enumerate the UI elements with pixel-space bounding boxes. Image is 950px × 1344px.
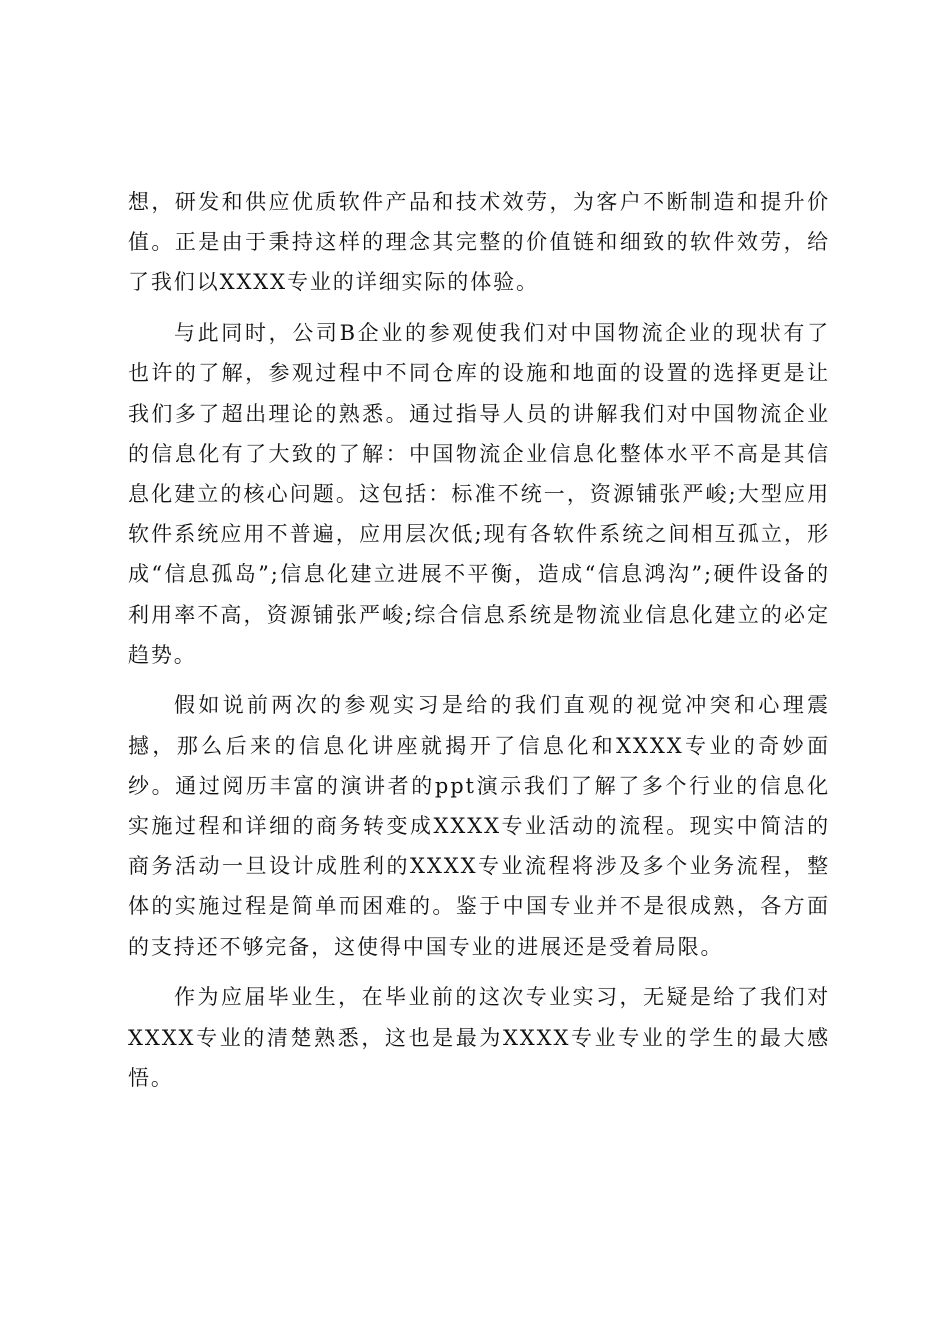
paragraph-company-b-visit: 与此同时，公司B企业的参观使我们对中国物流企业的现状有了也许的了解，参观过程中不同仓库的设施和地面的设置的选择更是让我们多了超出理论的熟悉。通过指导人员的讲解我们对中国物流企业的信息化有了大致的了解：中国物流企业信息化整体水平不高是其信息化建立的核心问题。这包括：标准不统一，资源铺张严峻;大型应用软件系统应用不普遍，应用层次低;现有各软件系统之间相互孤立，形成“信息孤岛”;信息化建立进展不平衡，造成“信息鸿沟”;硬件设备的利用率不高，资源铺张严峻;综合信息系统是物流业信息化建立的必定趋势。 [128, 321, 830, 667]
paragraph-graduate-reflection: 作为应届毕业生，在毕业前的这次专业实习，无疑是给了我们对XXXX专业的清楚熟悉，这也是最为XXXX专业专业的学生的最大感悟。 [128, 985, 830, 1090]
document-body [128, 182, 830, 1108]
paragraph-continuation: 想，研发和供应优质软件产品和技术效劳，为客户不断制造和提升价值。正是由于秉持这样的理念其完整的价值链和细致的软件效劳，给了我们以XXXX专业的详细实际的体验。 [128, 190, 830, 295]
paragraph-informatization-lecture: 假如说前两次的参观实习是给的我们直观的视觉冲突和心理震撼，那么后来的信息化讲座就揭开了信息化和XXXX专业的奇妙面纱。通过阅历丰富的演讲者的ppt演示我们了解了多个行业的信息化实施过程和详细的商务转变成XXXX专业活动的流程。现实中简洁的商务活动一旦设计成胜利的XXXX专业流程将涉及多个业务流程，整体的实施过程是简单而困难的。鉴于中国专业并不是很成熟，各方面的支持还不够完备，这使得中国专业的进展还是受着局限。 [128, 693, 830, 959]
